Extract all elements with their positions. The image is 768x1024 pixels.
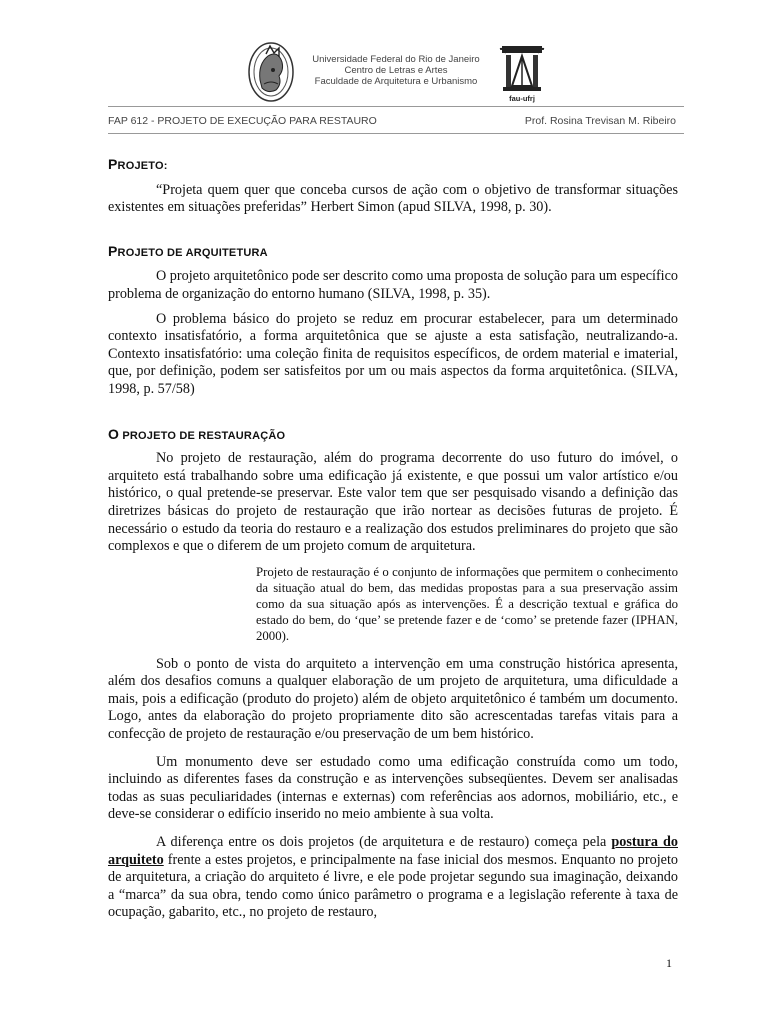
paragraph: O projeto arquitetônico pode ser descrito como uma proposta de solução para um específico problema de organização do entorno humano (SILVA, 1998, p. 35). [108, 268, 679, 302]
document-body [108, 146, 678, 922]
paragraph: Um monumento deve ser estudado como uma edificação construída como um todo, incluindo as diferentes fases da construção e as intervenções subseqüentes. Devem ser analisadas todas as suas peculiaridades (internas e externas) com referências aos adornos, mobiliário, etc., e deve-se considerar o edifício inserido no meio ambiente à sua volta. [108, 753, 678, 823]
paragraph: No projeto de restauração, além do programa decorrente do uso futuro do imóvel, o arquiteto está trabalhando sobre uma edificação já existente, e que possui um valor artístico e/ou histórico, o qual pretende-se preservar. Este valor tem que ser pesquisado visando a definição das diretrizes básicas do projeto de restauração que irão nortear as decisões futuras de projeto. É necessário o estudo da teoria do restauro e a realização dos estudos preliminares do projeto que são complexos e que o diferem de um projeto comum de arquitetura. [108, 450, 678, 555]
page-number: 1 [666, 956, 672, 970]
header-rule-bottom [108, 133, 684, 134]
course-title: FAP 612 - PROJETO DE EXECUÇÃO PARA RESTAURO [108, 115, 377, 127]
faculty-name: Faculdade de Arquitetura e Urbanismo [314, 76, 478, 87]
section-heading-projeto-arquitetura: PROJETO DE ARQUITETURA [108, 242, 268, 259]
center-name: Centro de Letras e Artes [344, 65, 448, 76]
fau-ufrj-logo-text: fau-ufrj [509, 94, 535, 103]
fau-ufrj-logo [498, 42, 546, 104]
paragraph: A diferença entre os dois projetos (de arquitetura e de restauro) começa pela postura do arquiteto frente a estes projetos, e principalmente na fase inicial dos mesmos. Enquanto no projeto de arquitetura, a criação do arquiteto é livre, e ele pode projetar segundo sua imaginação, deixando a “marca” da sua obra, tendo como único parâmetro o programa e a legislação referente à taxa de ocupação, gabarito, etc., no projeto de restauro, [108, 834, 678, 921]
section-heading-projeto-restauracao: O PROJETO DE RESTAURAÇÃO [108, 425, 286, 442]
ufrj-crest-logo [246, 40, 296, 104]
professor-name: Prof. Rosina Trevisan M. Ribeiro [524, 115, 676, 127]
block-quote: Projeto de restauração é o conjunto de informações que permitem o conhecimento da situação atual do bem, das medidas propostas para a sua preservação assim como da sua situação após as intervenções. É a descrição textual e gráfica do estado do bem, do ‘que’ se pretende fazer e de ‘como’ se pretende fazer (IPHAN, 2000). [256, 564, 678, 643]
institution-block [296, 54, 496, 87]
header-rule-top [108, 106, 684, 107]
paragraph: Sob o ponto de vista do arquiteto a intervenção em uma construção histórica apresenta, além dos desafios comuns a qualquer elaboração de um projeto de arquitetura, uma dificuldade a mais, pois a edificação (produto do projeto) além de objeto arquitetônico é também um documento. Logo, antes da elaboração do projeto propriamente dito são acrescentadas tarefas vitais para a confecção de projeto de restauração e/ou preservação de um bem histórico. [108, 655, 678, 743]
paragraph: O problema básico do projeto se reduz em procurar estabelecer, para um determinado contexto insatisfatório, a forma arquitetônica que se ajuste a esta satisfação, neutralizando-a. Contexto insatisfatório: uma coleção finita de requisitos específicos, de ordem material e imaterial, que, por definição, podem ser satisfeitos por um ou mais aspectos da forma arquitetônica. (SILVA, 1998, p. 57/58) [108, 310, 678, 397]
university-name: Universidade Federal do Rio de Janeiro [312, 54, 480, 65]
letterhead [108, 40, 684, 104]
emphasized-text: postura do arquiteto [108, 834, 678, 868]
section-heading-projeto: PROJETO: [108, 156, 168, 172]
paragraph: “Projeta quem quer que conceba cursos de ação com o objetivo de transformar situações existentes em situações preferidas” Herbert Simon (apud SILVA, 1998, p. 30). [108, 181, 678, 216]
